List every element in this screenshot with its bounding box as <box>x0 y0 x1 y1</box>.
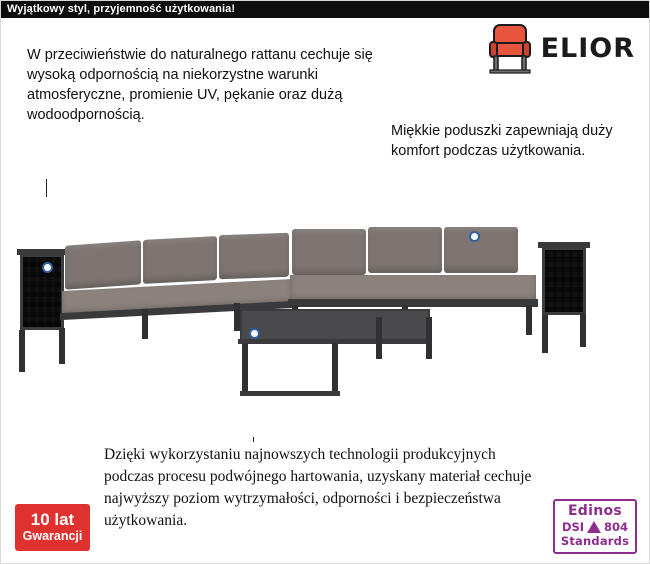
back-cushion-3 <box>219 233 289 279</box>
certificate-code-row <box>555 520 635 534</box>
leg-right-front <box>542 315 548 353</box>
certificate-number: 804 <box>604 520 629 534</box>
callout-dot-cushions[interactable] <box>469 231 480 242</box>
coffee-table-top <box>240 309 430 341</box>
leg-left-back <box>59 328 65 364</box>
certificate-badge <box>553 499 637 554</box>
back-cushion-1 <box>65 240 141 289</box>
warranty-years: 10 lat <box>30 509 75 529</box>
brand-name: ELIOR <box>540 32 635 64</box>
leg-right-back <box>580 313 586 347</box>
certificate-name: Edinos <box>567 503 623 519</box>
callout-dot-material[interactable] <box>42 262 53 273</box>
table-leg-back-left <box>376 317 382 359</box>
rattan-panel-right-arm <box>542 247 586 315</box>
leg-left-front <box>19 330 25 372</box>
triangle-icon <box>587 521 601 533</box>
leg-right-inner <box>526 305 532 335</box>
frame-top-left-arm <box>17 249 69 255</box>
certificate-code: DSI <box>561 520 585 534</box>
warranty-label: Gwarancji <box>22 528 83 543</box>
brand-logo <box>487 21 635 75</box>
certificate-standards: Standards <box>560 534 630 548</box>
table-leg-front-left <box>242 343 248 395</box>
top-banner: Wyjątkowy styl, przyjemność użytkowania! <box>1 1 650 18</box>
seat-cushion-right <box>290 275 536 301</box>
table-leg-back-right <box>426 317 432 359</box>
back-cushion-6 <box>444 227 518 273</box>
frame-rail-right <box>288 299 538 307</box>
callout-dot-tempering[interactable] <box>249 328 260 339</box>
armchair-icon <box>487 21 533 75</box>
back-cushion-2 <box>143 236 217 284</box>
back-cushion-4 <box>292 229 366 275</box>
product-photo <box>2 197 650 437</box>
warranty-badge <box>15 504 90 551</box>
callout-text-tempering-technology: Dzięki wykorzystaniu najnowszych technologii produkcyjnych podczas procesu podwójnego hartowania, uzyskany materiał cechuje najwyższy poziom wytrzymałości, odporności i bezpieczeństwa użytkowania. <box>104 446 532 529</box>
table-base-rail <box>240 391 340 396</box>
callout-text-material-durability: W przeciwieństwie do naturalnego rattanu cechuje się wysoką odpornością na niekorzystne warunki atmosferyczne, promienie UV, pękanie oraz dużą wodoodpornością. <box>27 47 373 123</box>
leg-left-mid <box>142 309 148 339</box>
frame-top-right-arm <box>538 242 590 248</box>
table-leg-front-right <box>332 343 338 395</box>
back-cushion-5 <box>368 227 442 273</box>
callout-text-soft-cushions: Miękkie poduszki zapewniają duży komfort podczas użytkowania. <box>391 123 613 159</box>
